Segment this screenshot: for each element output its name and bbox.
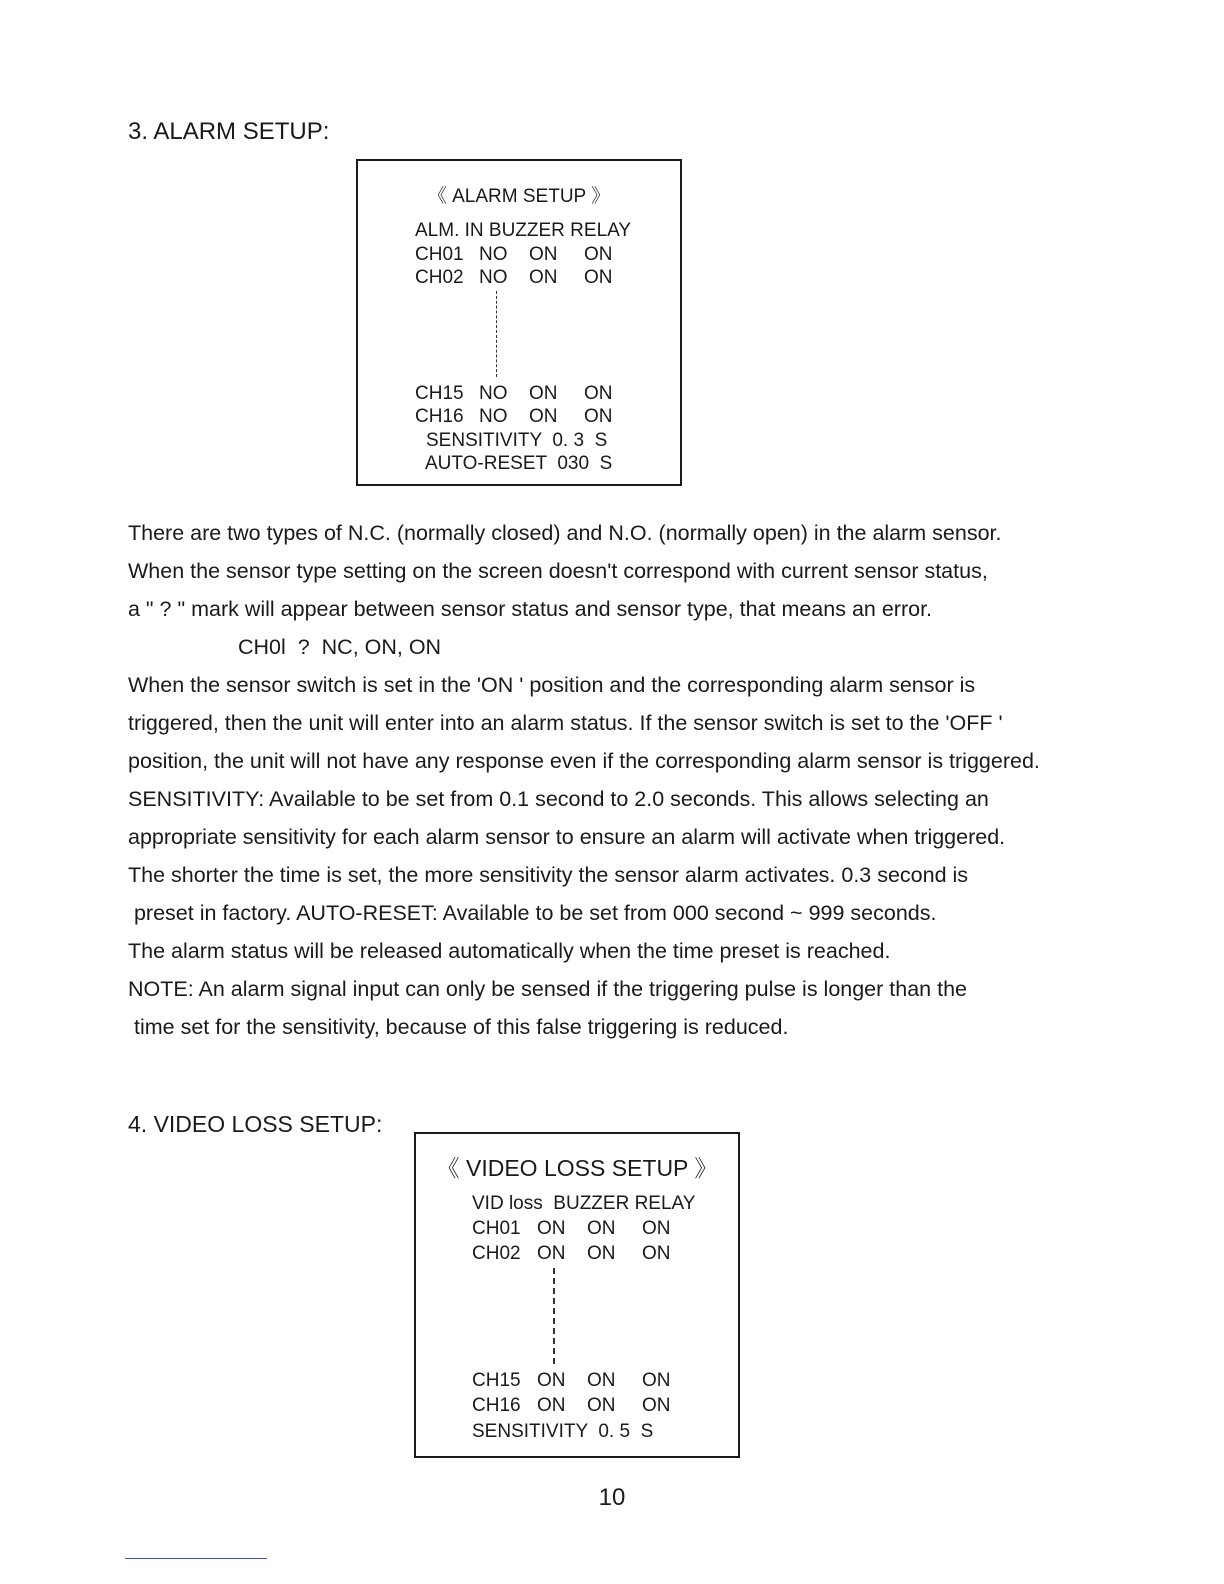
alarm-setup-screen <box>356 159 682 486</box>
vid-loss-value: ON <box>537 1218 566 1239</box>
buzzer-value: ON <box>529 406 558 427</box>
channel-label: CH15 <box>472 1370 521 1391</box>
body-line: The shorter the time is set, the more sensitivity the sensor alarm activates. 0.3 second is <box>128 863 969 887</box>
body-line: a " ? " mark will appear between sensor status and sensor type, that means an error. <box>128 597 933 621</box>
vid-loss-value: ON <box>537 1395 566 1416</box>
sensitivity-setting: SENSITIVITY 0. 5 S <box>472 1421 654 1442</box>
relay-value: ON <box>584 383 613 404</box>
video-loss-setup-screen <box>414 1132 740 1458</box>
alarm-setup-column-header: ALM. IN BUZZER RELAY <box>415 220 632 241</box>
channel-label: CH01 <box>415 244 464 265</box>
video-loss-screen-title: 《 VIDEO LOSS SETUP 》 <box>436 1155 718 1181</box>
auto-reset-setting: AUTO-RESET 030 S <box>425 453 613 474</box>
channel-label: CH02 <box>415 267 464 288</box>
section-heading-video-loss-setup: 4. VIDEO LOSS SETUP: <box>128 1111 383 1137</box>
buzzer-value: ON <box>529 244 558 265</box>
channel-label: CH02 <box>472 1243 521 1264</box>
body-line: When the sensor type setting on the screen doesn't correspond with current sensor status, <box>128 559 988 583</box>
body-line: When the sensor switch is set in the 'ON ' position and the corresponding alarm sensor is <box>128 673 976 697</box>
body-line: triggered, then the unit will enter into an alarm status. If the sensor switch is set to the 'OFF ' <box>128 711 1003 735</box>
channel-label: CH16 <box>472 1395 521 1416</box>
alarm-in-value: NO <box>479 383 508 404</box>
body-line: appropriate sensitivity for each alarm sensor to ensure an alarm will activate when triggered. <box>128 825 1006 849</box>
footer-divider <box>125 1558 267 1559</box>
section-heading-alarm-setup: 3. ALARM SETUP: <box>128 118 330 145</box>
relay-value: ON <box>642 1243 671 1264</box>
relay-value: ON <box>642 1218 671 1239</box>
error-example-line: CH0l ? NC, ON, ON <box>238 635 442 659</box>
video-loss-column-header: VID loss BUZZER RELAY <box>472 1193 696 1214</box>
alarm-in-value: NO <box>479 267 508 288</box>
alarm-setup-screen-title: 《 ALARM SETUP 》 <box>427 186 611 207</box>
alarm-in-value: NO <box>479 244 508 265</box>
relay-value: ON <box>584 406 613 427</box>
vid-loss-value: ON <box>537 1370 566 1391</box>
ellipsis-divider <box>496 291 497 377</box>
body-line: time set for the sensitivity, because of this false triggering is reduced. <box>128 1015 789 1039</box>
buzzer-value: ON <box>529 267 558 288</box>
relay-value: ON <box>642 1370 671 1391</box>
body-line: preset in factory. AUTO-RESET: Available to be set from 000 second ~ 999 seconds. <box>128 901 937 925</box>
buzzer-value: ON <box>587 1218 616 1239</box>
page-number: 10 <box>598 1484 626 1511</box>
ellipsis-divider <box>553 1268 555 1364</box>
body-line: NOTE: An alarm signal input can only be sensed if the triggering pulse is longer than the <box>128 977 967 1001</box>
buzzer-value: ON <box>587 1395 616 1416</box>
relay-value: ON <box>584 267 613 288</box>
relay-value: ON <box>584 244 613 265</box>
channel-label: CH01 <box>472 1218 521 1239</box>
vid-loss-value: ON <box>537 1243 566 1264</box>
buzzer-value: ON <box>587 1370 616 1391</box>
body-line: There are two types of N.C. (normally closed) and N.O. (normally open) in the alarm sensor. <box>128 521 1002 545</box>
alarm-in-value: NO <box>479 406 508 427</box>
relay-value: ON <box>642 1395 671 1416</box>
buzzer-value: ON <box>529 383 558 404</box>
body-line: The alarm status will be released automatically when the time preset is reached. <box>128 939 891 963</box>
body-line: SENSITIVITY: Available to be set from 0.1 second to 2.0 seconds. This allows selecting an <box>128 787 989 811</box>
buzzer-value: ON <box>587 1243 616 1264</box>
channel-label: CH16 <box>415 406 464 427</box>
sensitivity-setting: SENSITIVITY 0. 3 S <box>426 430 608 451</box>
body-line: position, the unit will not have any response even if the corresponding alarm sensor is triggered. <box>128 749 1040 773</box>
channel-label: CH15 <box>415 383 464 404</box>
